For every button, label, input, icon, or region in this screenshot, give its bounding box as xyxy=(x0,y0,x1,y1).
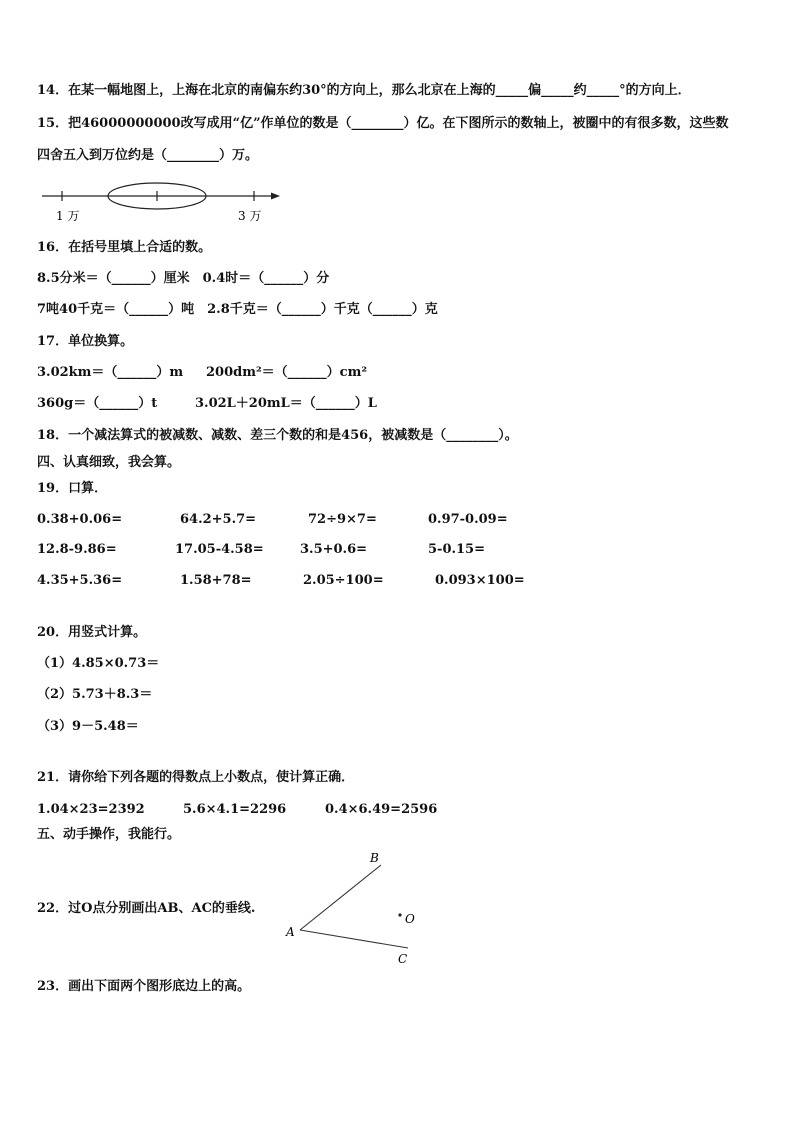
angle-figure xyxy=(280,848,420,968)
question-21-item: 5.6×4.1=2296 xyxy=(183,802,287,817)
label-left: 1 万 xyxy=(56,209,80,223)
question-18: 18．一个减法算式的被减数、减数、差三个数的和是456，被减数是（________）。 xyxy=(37,428,518,443)
label-c: C xyxy=(398,952,408,966)
question-15-line1: 15．把46000000000改写成用“亿”作单位的数是（________）亿。在下图所示的数轴上，被圈中的有很多数，这些数 xyxy=(37,116,729,131)
oral-cell: 72÷9×7= xyxy=(308,512,377,527)
label-right: 3 万 xyxy=(238,209,262,223)
question-21-item: 1.04×23=2392 xyxy=(37,802,145,817)
question-16: 16．在括号里填上合适的数。 xyxy=(37,240,212,255)
oral-cell: 3.5+0.6= xyxy=(300,542,368,557)
ray-ab xyxy=(300,865,381,930)
question-17-a1: 3.02km＝（______）m xyxy=(37,365,184,380)
question-17-b1: 360g＝（______）t xyxy=(37,396,158,411)
question-19: 19．口算． xyxy=(37,481,108,496)
oral-cell: 12.8-9.86= xyxy=(37,542,117,557)
question-23: 23．画出下面两个图形底边上的高。 xyxy=(37,979,251,994)
section-4-heading: 四、认真细致，我会算。 xyxy=(37,455,181,470)
question-15-line2: 四舍五入到万位约是（________）万。 xyxy=(37,148,259,163)
oral-cell: 64.2+5.7= xyxy=(180,512,257,527)
oral-cell: 4.35+5.36= xyxy=(37,573,123,588)
question-22: 22．过O点分别画出AB、AC的垂线. xyxy=(37,901,256,916)
question-16-b: 7吨40千克＝（______）吨 2.8千克＝（______）千克（______）克 xyxy=(37,302,438,317)
label-b: B xyxy=(370,851,379,865)
question-20: 20．用竖式计算。 xyxy=(37,625,147,640)
question-16-a: 8.5分米＝（______）厘米 0.4时＝（______）分 xyxy=(37,271,330,286)
label-o: O xyxy=(405,912,415,926)
question-17: 17．单位换算。 xyxy=(37,334,134,349)
question-21: 21．请你给下列各题的得数点上小数点，使计算正确． xyxy=(37,770,355,785)
oral-cell: 2.05÷100= xyxy=(303,573,384,588)
oral-cell: 0.093×100= xyxy=(435,573,525,588)
number-line-arrow xyxy=(271,193,280,200)
number-line-figure xyxy=(36,176,286,228)
question-17-a2: 200dm²＝（______）cm² xyxy=(206,365,368,380)
oral-cell: 0.38+0.06= xyxy=(37,512,123,527)
oral-cell: 1.58+78= xyxy=(180,573,252,588)
label-a: A xyxy=(286,925,295,939)
ray-ac xyxy=(300,930,408,948)
question-21-item: 0.4×6.49=2596 xyxy=(325,802,438,817)
question-20-item-1: （1）4.85×0.73＝ xyxy=(37,656,160,671)
oral-cell: 0.97-0.09= xyxy=(428,512,508,527)
point-o xyxy=(398,913,401,916)
question-20-item-3: （3）9－5.48＝ xyxy=(37,719,139,734)
oral-cell: 5-0.15= xyxy=(428,542,485,557)
question-20-item-2: （2）5.73＋8.3＝ xyxy=(37,687,153,702)
section-5-heading: 五、动手操作，我能行。 xyxy=(37,827,181,842)
oral-cell: 17.05-4.58= xyxy=(175,542,264,557)
question-14: 14．在某一幅地图上，上海在北京的南偏东约30°的方向上，那么北京在上海的_____偏_____约_____°的方向上． xyxy=(37,83,691,98)
question-17-b2: 3.02L＋20mL＝（______）L xyxy=(195,396,377,411)
